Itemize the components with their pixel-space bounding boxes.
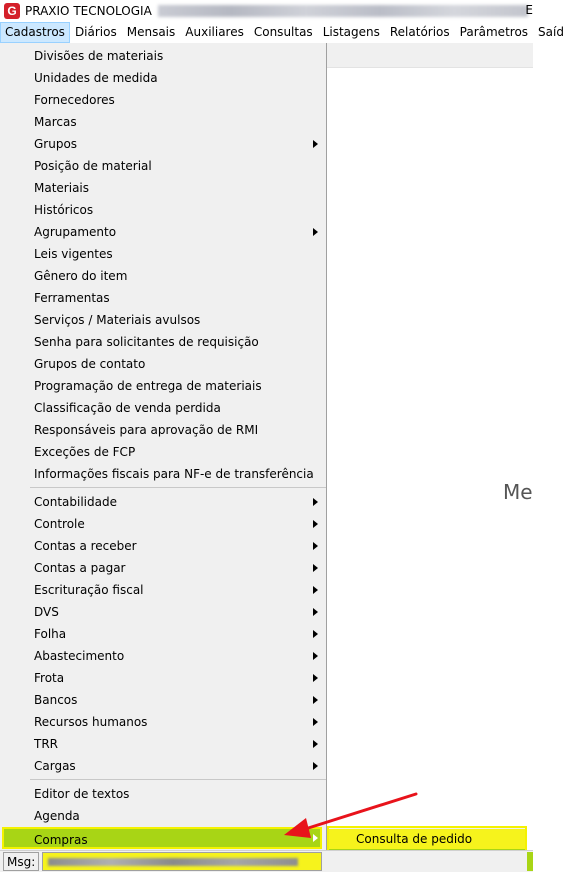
- menu-item-label: Agenda: [34, 809, 80, 823]
- menu-item-historicos[interactable]: [0, 199, 326, 221]
- chevron-right-icon: [313, 140, 318, 148]
- menu-item-divisoes-de-materiais[interactable]: [0, 45, 326, 67]
- chevron-right-icon: [313, 762, 318, 770]
- menu-item-trr[interactable]: [0, 733, 326, 755]
- menu-item-responsaveis-para-aprovacao-de-rmi[interactable]: [0, 419, 326, 441]
- menu-item-label: Serviços / Materiais avulsos: [34, 313, 201, 327]
- title-right-text: E: [525, 3, 533, 17]
- menu-parametros[interactable]: Parâmetros: [459, 25, 529, 39]
- chevron-right-icon: [313, 542, 318, 550]
- status-indicator: [527, 852, 533, 871]
- menu-item-ferramentas[interactable]: [0, 287, 326, 309]
- menu-item-folha[interactable]: [0, 623, 326, 645]
- chevron-right-icon: [313, 228, 318, 236]
- msg-label: Msg:: [3, 852, 39, 871]
- menu-item-cargas[interactable]: [0, 755, 326, 777]
- title-redacted: [158, 5, 528, 17]
- menu-item-label: Frota: [34, 671, 65, 685]
- chevron-right-icon: [313, 674, 318, 682]
- menu-item-label: Editor de textos: [34, 787, 130, 801]
- msg-field: [42, 852, 322, 871]
- chevron-right-icon: [313, 630, 318, 638]
- main-side-text: Me: [503, 480, 533, 504]
- menu-item-frota[interactable]: [0, 667, 326, 689]
- menu-item-label: Leis vigentes: [34, 247, 113, 261]
- status-bar: [0, 850, 533, 872]
- cadastros-menu: [0, 43, 327, 850]
- menu-item-compras[interactable]: [2, 827, 322, 849]
- menu-item-leis-vigentes[interactable]: [0, 243, 326, 265]
- chevron-right-icon: [313, 564, 318, 572]
- menu-item-recursos-humanos[interactable]: [0, 711, 326, 733]
- app-logo-icon: G: [4, 3, 20, 19]
- menu-item-servicos-materiais-avulsos[interactable]: [0, 309, 326, 331]
- menu-item-label: Contabilidade: [34, 495, 117, 509]
- chevron-right-icon: [313, 740, 318, 748]
- menu-auxiliares[interactable]: Auxiliares: [185, 25, 244, 39]
- menu-item-label: TRR: [34, 737, 59, 751]
- menu-item-materiais[interactable]: [0, 177, 326, 199]
- menu-item-excecoes-de-fcp[interactable]: [0, 441, 326, 463]
- menu-diarios[interactable]: Diários: [74, 25, 117, 39]
- menu-item-label: Cargas: [34, 759, 76, 773]
- menu-item-label: Exceções de FCP: [34, 445, 136, 459]
- menu-consultas[interactable]: Consultas: [253, 25, 313, 39]
- menu-item-abastecimento[interactable]: [0, 645, 326, 667]
- menu-item-bancos[interactable]: [0, 689, 326, 711]
- toolbar-strip: [327, 43, 533, 68]
- menu-listagens[interactable]: Listagens: [322, 25, 380, 39]
- menu-item-label: Históricos: [34, 203, 94, 217]
- menu-item-label: Contas a receber: [34, 539, 137, 553]
- menu-item-label: Escrituração fiscal: [34, 583, 144, 597]
- menu-item-contas-a-receber[interactable]: [0, 535, 326, 557]
- menu-item-senha-para-solicitantes-de-requisicao[interactable]: [0, 331, 326, 353]
- menu-item-label: Posição de material: [34, 159, 152, 173]
- main-area: [327, 43, 533, 850]
- menu-item-informacoes-fiscais-para-nf-e-de-transferencia[interactable]: [0, 463, 326, 485]
- menu-item-label: Grupos de contato: [34, 357, 146, 371]
- menu-item-label: Agrupamento: [34, 225, 117, 239]
- submenu-item-consulta-pedido[interactable]: [329, 829, 525, 849]
- menu-item-label: Compras: [34, 833, 88, 847]
- menu-item-fornecedores[interactable]: [0, 89, 326, 111]
- menu-item-label: Ferramentas: [34, 291, 110, 305]
- menu-item-label: Classificação de venda perdida: [34, 401, 221, 415]
- chevron-right-icon: [313, 498, 318, 506]
- menu-item-label: Grupos: [34, 137, 78, 151]
- menu-item-editor-de-textos[interactable]: [0, 783, 326, 805]
- menu-item-escrituracao-fiscal[interactable]: [0, 579, 326, 601]
- menu-item-label: Senha para solicitantes de requisição: [34, 335, 259, 349]
- menu-item-label: Contas a pagar: [34, 561, 126, 575]
- menu-said[interactable]: Saíd: [538, 25, 564, 39]
- chevron-right-icon: [313, 652, 318, 660]
- menu-item-label: Folha: [34, 627, 67, 641]
- menu-cadastros[interactable]: Cadastros: [0, 22, 70, 43]
- chevron-right-icon: [313, 834, 318, 842]
- menu-mensais[interactable]: Mensais: [126, 25, 176, 39]
- menu-item-classificacao-de-venda-perdida[interactable]: [0, 397, 326, 419]
- menu-item-posicao-de-material[interactable]: [0, 155, 326, 177]
- menu-item-controle[interactable]: [0, 513, 326, 535]
- menu-item-contas-a-pagar[interactable]: [0, 557, 326, 579]
- menu-item-label: Abastecimento: [34, 649, 125, 663]
- chevron-right-icon: [313, 586, 318, 594]
- menu-bar: [0, 22, 564, 43]
- menu-item-dvs[interactable]: [0, 601, 326, 623]
- menu-item-grupos[interactable]: [0, 133, 326, 155]
- chevron-right-icon: [313, 520, 318, 528]
- menu-item-programacao-de-entrega-de-materiais[interactable]: [0, 375, 326, 397]
- menu-item-label: Recursos humanos: [34, 715, 148, 729]
- menu-item-label: Divisões de materiais: [34, 49, 164, 63]
- window-title: PRAXIO TECNOLOGIA: [25, 4, 152, 18]
- menu-item-label: Unidades de medida: [34, 71, 158, 85]
- menu-item-unidades-de-medida[interactable]: [0, 67, 326, 89]
- menu-separator: [30, 779, 326, 780]
- menu-item-contabilidade[interactable]: [0, 491, 326, 513]
- menu-item-label: Informações fiscais para NF-e de transferência: [34, 467, 314, 481]
- menu-item-agrupamento[interactable]: [0, 221, 326, 243]
- menu-separator: [30, 487, 326, 488]
- chevron-right-icon: [313, 608, 318, 616]
- chevron-right-icon: [313, 696, 318, 704]
- title-bar: [0, 0, 533, 22]
- menu-item-label: DVS: [34, 605, 59, 619]
- menu-item-marcas[interactable]: [0, 111, 326, 133]
- menu-item-label: Programação de entrega de materiais: [34, 379, 262, 393]
- menu-item-label: Controle: [34, 517, 85, 531]
- menu-item-grupos-de-contato[interactable]: [0, 353, 326, 375]
- menu-item-agenda[interactable]: [0, 805, 326, 827]
- menu-item-label: Responsáveis para aprovação de RMI: [34, 423, 259, 437]
- menu-item-label: Fornecedores: [34, 93, 115, 107]
- menu-item-label: Materiais: [34, 181, 90, 195]
- chevron-right-icon: [313, 718, 318, 726]
- menu-item-label: Gênero do item: [34, 269, 128, 283]
- menu-item-label: Marcas: [34, 115, 77, 129]
- menu-item-label: Bancos: [34, 693, 78, 707]
- submenu-item-label: Consulta de pedido: [356, 832, 473, 846]
- msg-redacted: [48, 858, 298, 866]
- menu-item-genero-do-item[interactable]: [0, 265, 326, 287]
- menu-relatorios[interactable]: Relatórios: [389, 25, 450, 39]
